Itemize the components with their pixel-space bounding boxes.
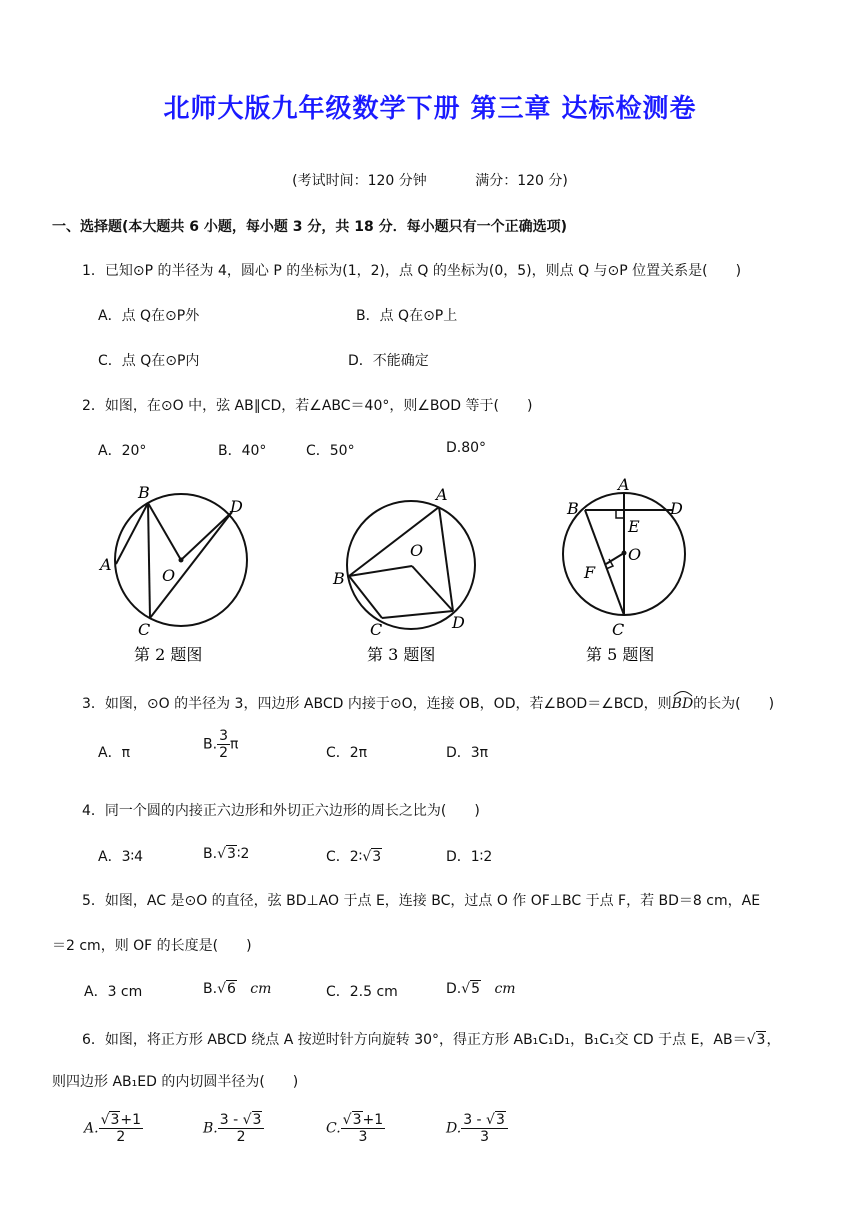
- q2-stem: 2．如图，在⊙O 中，弦 AB∥CD，若∠ABC＝40°，则∠BOD 等于( ): [82, 398, 533, 414]
- q3-stem: [82, 693, 774, 713]
- figure-5: [563, 478, 685, 664]
- q3-option-d: D．3π: [446, 745, 489, 761]
- fig2-label-a: A: [100, 555, 112, 574]
- fig3-label-c: C: [370, 620, 383, 639]
- section-heading: 一、选择题(本大题共 6 小题，每小题 3 分，共 18 分．每小题只有一个正确选项): [52, 219, 568, 235]
- q5-option-d: D.√5 cm: [446, 981, 516, 997]
- q4-stem: 4．同一个圆的内接正六边形和外切正六边形的周长之比为( ): [82, 803, 480, 819]
- q3-option-a: A．π: [98, 745, 131, 761]
- fig3-label-b: B: [333, 569, 345, 588]
- q2-option-d: D.80°: [446, 440, 487, 456]
- exam-info: [0, 170, 860, 190]
- q5-option-c: C．2.5 cm: [326, 984, 398, 1000]
- q3-stem-a: 3．如图，⊙O 的半径为 3，四边形 ABCD 内接于⊙O，连接 OB，OD，若∠BOD＝∠BCD，则: [82, 696, 672, 712]
- fig3-side-ad: [439, 507, 453, 611]
- q1-option-d: D．不能确定: [348, 353, 429, 369]
- q6-line2: 则四边形 AB₁ED 的内切圆半径为( ): [52, 1074, 299, 1090]
- fig3-caption: 第 3 题图: [367, 645, 436, 664]
- fig5-label-c: C: [612, 620, 625, 639]
- exam-score: 满分：120 分): [475, 173, 568, 189]
- fig5-label-f: F: [584, 563, 596, 582]
- fig5-segment-of: [606, 553, 624, 564]
- fig3-circle: [347, 501, 475, 629]
- q6-option-a: A. $\frac{√3+1}{2}$: [84, 1112, 142, 1146]
- fig2-caption: 第 2 题图: [134, 645, 203, 664]
- q4-option-a: A．3∶4: [98, 849, 144, 865]
- fig5-right-angle-e: [616, 510, 624, 518]
- q2-option-b: B．40°: [218, 443, 267, 459]
- fig5-label-a: A: [618, 478, 630, 494]
- q2-option-c: C．50°: [306, 443, 355, 459]
- q2-option-a: A．20°: [98, 443, 147, 459]
- fig5-label-b: B: [567, 499, 579, 518]
- q1-stem: 1．已知⊙P 的半径为 4，圆心 P 的坐标为(1，2)，点 Q 的坐标为(0，5)，则点 Q 与⊙P 位置关系是( ): [82, 263, 742, 279]
- fig2-radius-od: [181, 512, 232, 560]
- q3-option-c: C．2π: [326, 745, 368, 761]
- figure-3: [332, 485, 475, 664]
- fig5-label-e: E: [628, 517, 640, 536]
- fig2-radius-ob: [148, 503, 181, 560]
- fig2-chord-bc: [148, 503, 150, 618]
- q1-option-c: C．点 Q在⊙P内: [98, 353, 200, 369]
- fig2-center: [179, 558, 184, 563]
- fig3-label-o: O: [410, 541, 424, 560]
- fig3-side-cd: [382, 611, 453, 618]
- fig5-label-o: O: [628, 545, 642, 564]
- figure-2: [98, 483, 247, 664]
- fig5-label-d: D: [670, 499, 683, 518]
- q3-arc-bd: BD: [672, 696, 694, 712]
- q5-line2: ＝2 cm，则 OF 的长度是( ): [52, 938, 252, 954]
- q6-option-b: B. $\frac{3 - √3}{2}$: [203, 1112, 264, 1145]
- figures-row: [90, 478, 710, 668]
- q5-option-b: B.√6 cm: [203, 981, 272, 997]
- q3-option-b: B. $\frac{3}{2}$ π: [203, 728, 239, 762]
- fig3-side-ab: [349, 507, 439, 576]
- fig2-label-o: O: [162, 566, 176, 585]
- q4-option-c: C．2∶√3: [326, 849, 382, 865]
- q6-line1: 6．如图，将正方形 ABCD 绕点 A 按逆时针方向旋转 30°，得正方形 AB₁C₁D₁，B₁C₁交 CD 于点 E，AB＝√3，: [82, 1032, 781, 1048]
- exam-time: (考试时间：120 分钟: [292, 173, 427, 189]
- q4-option-d: D．1∶2: [446, 849, 493, 865]
- page-title: 北师大版九年级数学下册 第三章 达标检测卷: [163, 94, 697, 124]
- fig3-label-a: A: [436, 485, 448, 504]
- q6-option-c: C. $\frac{√3+1}{3}$: [326, 1112, 384, 1146]
- arc-mark-icon: [673, 689, 693, 697]
- fig2-label-b: B: [138, 483, 150, 502]
- q1-option-a: A．点 Q在⊙P外: [98, 308, 200, 324]
- fig3-side-bc: [349, 576, 382, 618]
- q1-option-b: B．点 Q在⊙P上: [356, 308, 458, 324]
- fig2-label-d: D: [230, 497, 243, 516]
- q5-option-a: A．3 cm: [84, 984, 143, 1000]
- q5-line1: 5．如图，AC 是⊙O 的直径，弦 BD⊥AO 于点 E，连接 BC，过点 O 作 OF⊥BC 于点 F，若 BD＝8 cm，AE: [82, 893, 761, 909]
- q3-stem-b: 的长为( ): [693, 696, 775, 712]
- q6-option-d: D. $\frac{3 - √3}{3}$: [446, 1112, 508, 1145]
- q4-option-b: B.√3∶2: [203, 846, 250, 862]
- fig5-caption: 第 5 题图: [586, 645, 655, 664]
- fig5-center: [622, 551, 627, 556]
- fig2-label-c: C: [138, 620, 151, 639]
- fig3-label-d: D: [452, 613, 465, 632]
